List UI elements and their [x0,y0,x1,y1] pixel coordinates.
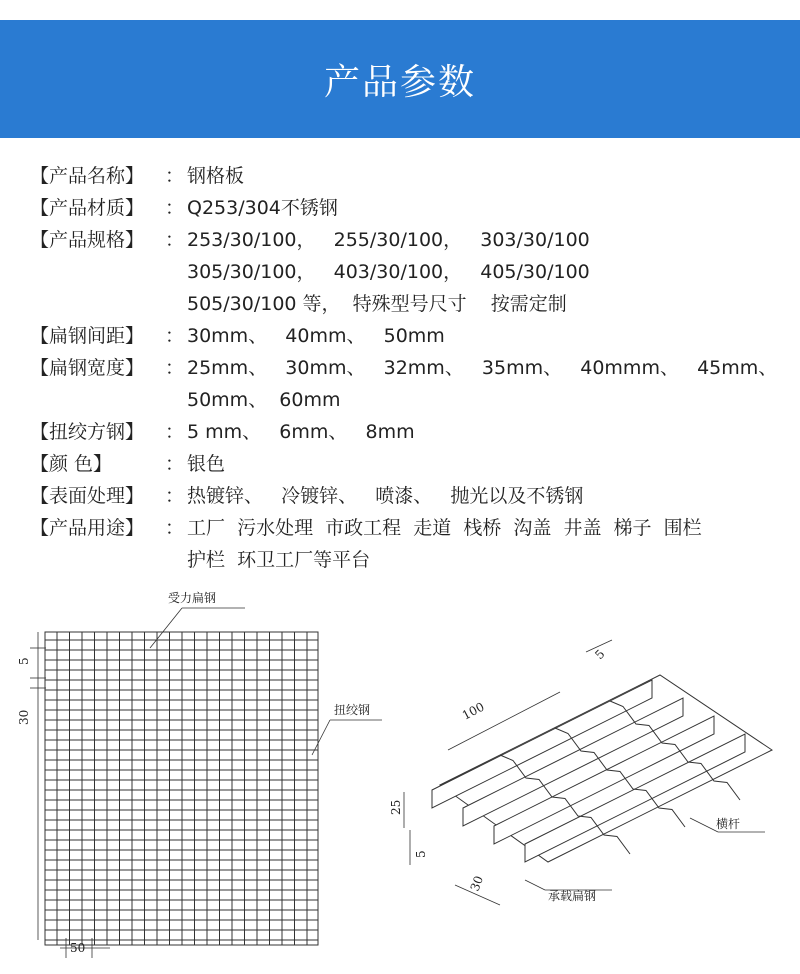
spec-list [30,160,790,576]
bearing-bar-label: 受力扁钢 [168,591,217,605]
spec-colon: ： [165,421,185,443]
spec-value [187,352,790,416]
spec-value [187,416,790,448]
spec-value-line: 253/30/100， 255/30/100， 303/30/100 [187,229,590,251]
spec-value [187,192,790,224]
iso-dim-5b: 5 [414,850,428,858]
spec-row [30,160,790,192]
spec-label: 【产品材质】 [30,197,145,219]
spec-colon: ： [165,165,185,187]
spec-value-line: 5 mm、 6mm、 8mm [187,421,415,443]
spec-colon: ： [165,197,185,219]
spec-label: 【扁钢间距】 [30,325,145,347]
spec-label: 【表面处理】 [30,485,145,507]
spec-value-line: 钢格板 [187,165,245,187]
spec-value [187,320,790,352]
spec-value-line: 30mm、 40mm、 50mm [187,325,445,347]
spec-row [30,512,790,576]
spec-colon: ： [165,485,185,507]
spec-label: 【产品名称】 [30,165,145,187]
technical-drawings [0,580,800,970]
spec-colon: ： [165,453,185,475]
dim-30-label: 30 [17,709,31,725]
spec-colon: ： [165,229,185,251]
spec-value [187,160,790,192]
page-title: 产品参数 [323,62,476,103]
drawings-svg [0,580,800,970]
grating-plan-view [45,632,318,945]
spec-row [30,416,790,448]
dim-50-label: 50 [70,941,86,955]
spec-label: 【产品规格】 [30,229,145,251]
spec-value-line: 热镀锌、 冷镀锌、 喷漆、 抛光以及不锈钢 [187,485,584,507]
spec-value-line: 25mm、 30mm、 32mm、 35mm、 40mmm、 45mm、 [187,357,778,379]
spec-label: 【颜 色】 [30,453,113,475]
spec-row [30,224,790,320]
spec-value-line: 305/30/100， 403/30/100， 405/30/100 [187,261,590,283]
crossbar-label: 横杆 [716,817,741,831]
spec-value-line: 护栏 环卫工厂等平台 [187,549,371,571]
spec-value-line: 工厂 污水处理 市政工程 走道 栈桥 沟盖 井盖 梯子 围栏 [187,517,702,539]
header-banner [0,20,800,138]
twisted-bar-label: 扭绞钢 [334,703,371,717]
iso-dim-30: 30 [467,873,487,894]
spec-value-line: 50mm、 60mm [187,389,341,411]
spec-value-line: 505/30/100 等， 特殊型号尺寸 按需定制 [187,293,567,315]
iso-dim-100: 100 [459,699,487,723]
spec-row [30,320,790,352]
iso-dim-5: 5 [592,646,608,663]
spec-label: 【产品用途】 [30,517,145,539]
spec-value [187,224,790,320]
spec-colon: ： [165,357,185,379]
spec-value [187,448,790,480]
spec-value [187,480,790,512]
iso-dim-25: 25 [389,799,403,815]
spec-row [30,448,790,480]
spec-colon: ： [165,517,185,539]
spec-value [187,512,790,576]
spec-value-line: 银色 [187,453,226,475]
spec-row [30,192,790,224]
spec-label: 【扭绞方钢】 [30,421,145,443]
spec-row [30,352,790,416]
dim-5-label: 5 [17,657,31,665]
spec-label: 【扁钢宽度】 [30,357,145,379]
spec-value-line: Q253/304不锈钢 [187,197,338,219]
spec-row [30,480,790,512]
bearing-flatbar-label: 承载扁钢 [548,889,597,903]
spec-colon: ： [165,325,185,347]
